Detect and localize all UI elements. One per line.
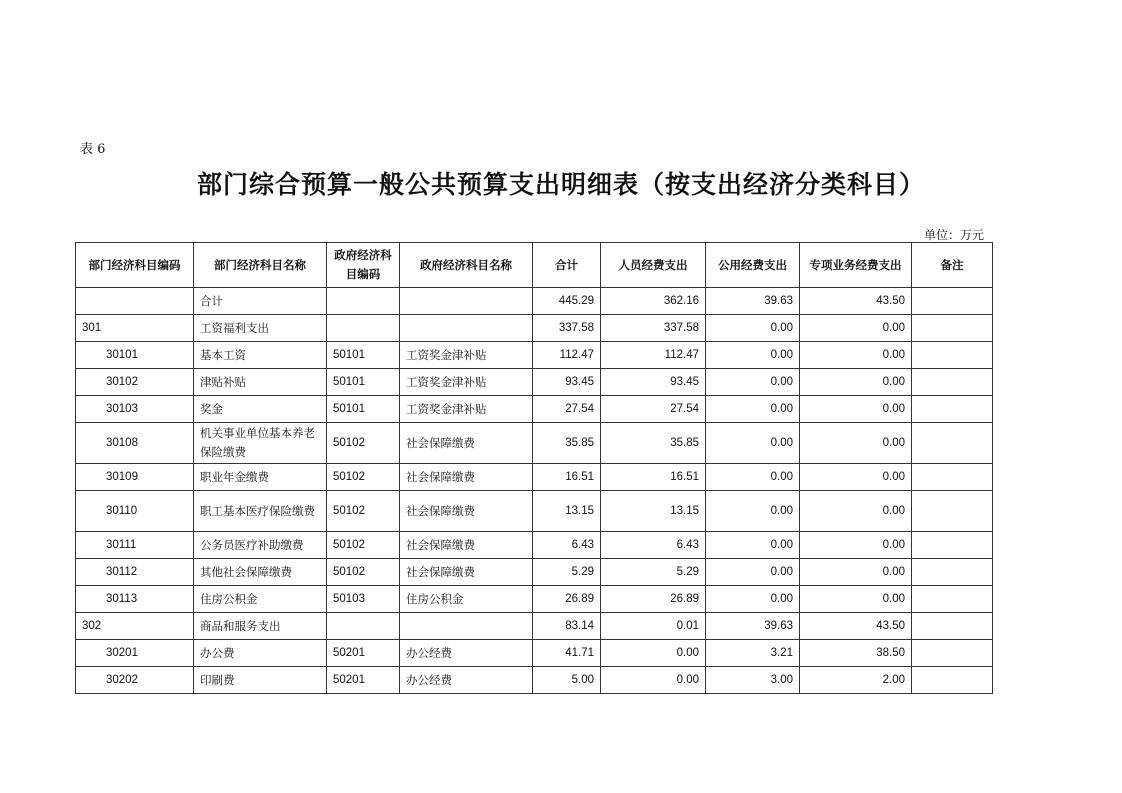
cell-total: 6.43	[533, 532, 601, 559]
cell-total: 26.89	[533, 586, 601, 613]
cell-gov-code: 50101	[327, 369, 400, 396]
cell-gov-code: 50101	[327, 342, 400, 369]
cell-personnel: 27.54	[601, 396, 706, 423]
cell-dept-name: 公务员医疗补助缴费	[194, 532, 327, 559]
cell-gov-name: 办公经费	[400, 640, 533, 667]
cell-remark	[912, 667, 993, 694]
cell-total: 112.47	[533, 342, 601, 369]
cell-gov-name	[400, 315, 533, 342]
cell-public: 0.00	[706, 315, 800, 342]
cell-public: 0.00	[706, 491, 800, 532]
cell-dept-code	[76, 288, 194, 315]
cell-public: 0.00	[706, 464, 800, 491]
cell-dept-code: 30110	[76, 491, 194, 532]
cell-remark	[912, 613, 993, 640]
cell-dept-name: 职业年金缴费	[194, 464, 327, 491]
cell-total: 35.85	[533, 423, 601, 464]
cell-special: 0.00	[800, 423, 912, 464]
cell-special: 0.00	[800, 396, 912, 423]
cell-special: 0.00	[800, 369, 912, 396]
table-row	[76, 464, 993, 491]
cell-gov-code: 50102	[327, 532, 400, 559]
cell-dept-name: 职工基本医疗保险缴费	[194, 491, 327, 532]
cell-dept-name: 其他社会保障缴费	[194, 559, 327, 586]
cell-dept-name: 住房公积金	[194, 586, 327, 613]
cell-personnel: 93.45	[601, 369, 706, 396]
table-row	[76, 288, 993, 315]
cell-dept-code: 30108	[76, 423, 194, 464]
cell-gov-name: 社会保障缴费	[400, 423, 533, 464]
table-row	[76, 532, 993, 559]
cell-gov-code: 50102	[327, 423, 400, 464]
cell-dept-code: 30202	[76, 667, 194, 694]
cell-special: 0.00	[800, 491, 912, 532]
cell-gov-code: 50101	[327, 396, 400, 423]
cell-dept-code: 30111	[76, 532, 194, 559]
cell-dept-name: 商品和服务支出	[194, 613, 327, 640]
cell-public: 3.00	[706, 667, 800, 694]
cell-dept-name: 奖金	[194, 396, 327, 423]
table-row	[76, 423, 993, 464]
cell-gov-name: 工资奖金津补贴	[400, 369, 533, 396]
cell-personnel: 26.89	[601, 586, 706, 613]
cell-gov-code	[327, 288, 400, 315]
table-body	[76, 288, 993, 694]
cell-remark	[912, 396, 993, 423]
cell-total: 5.00	[533, 667, 601, 694]
cell-dept-name: 基本工资	[194, 342, 327, 369]
cell-remark	[912, 559, 993, 586]
cell-special: 0.00	[800, 586, 912, 613]
cell-remark	[912, 640, 993, 667]
cell-total: 27.54	[533, 396, 601, 423]
table-row	[76, 667, 993, 694]
cell-special: 43.50	[800, 288, 912, 315]
cell-dept-code: 30101	[76, 342, 194, 369]
header-special: 专项业务经费支出	[800, 243, 912, 288]
header-personnel: 人员经费支出	[601, 243, 706, 288]
cell-public: 0.00	[706, 559, 800, 586]
header-dept-name: 部门经济科目名称	[194, 243, 327, 288]
cell-public: 39.63	[706, 613, 800, 640]
cell-gov-code: 50201	[327, 640, 400, 667]
cell-gov-name: 社会保障缴费	[400, 491, 533, 532]
cell-dept-name: 工资福利支出	[194, 315, 327, 342]
cell-dept-name: 办公费	[194, 640, 327, 667]
cell-public: 39.63	[706, 288, 800, 315]
header-remark: 备注	[912, 243, 993, 288]
table-row	[76, 559, 993, 586]
cell-dept-code: 301	[76, 315, 194, 342]
cell-dept-name: 津贴补贴	[194, 369, 327, 396]
cell-public: 0.00	[706, 369, 800, 396]
cell-special: 0.00	[800, 532, 912, 559]
header-gov-name: 政府经济科目名称	[400, 243, 533, 288]
cell-dept-code: 30103	[76, 396, 194, 423]
cell-special: 0.00	[800, 559, 912, 586]
cell-dept-code: 30112	[76, 559, 194, 586]
cell-dept-name: 印刷费	[194, 667, 327, 694]
table-header-row	[76, 243, 993, 288]
cell-remark	[912, 464, 993, 491]
table-row	[76, 315, 993, 342]
cell-dept-code: 302	[76, 613, 194, 640]
cell-personnel: 35.85	[601, 423, 706, 464]
cell-dept-name: 合计	[194, 288, 327, 315]
cell-special: 2.00	[800, 667, 912, 694]
cell-remark	[912, 342, 993, 369]
cell-gov-name: 社会保障缴费	[400, 559, 533, 586]
table-row	[76, 491, 993, 532]
cell-total: 41.71	[533, 640, 601, 667]
table-row	[76, 640, 993, 667]
cell-personnel: 6.43	[601, 532, 706, 559]
header-public: 公用经费支出	[706, 243, 800, 288]
cell-personnel: 362.16	[601, 288, 706, 315]
cell-public: 3.21	[706, 640, 800, 667]
cell-special: 0.00	[800, 315, 912, 342]
cell-gov-name: 社会保障缴费	[400, 532, 533, 559]
cell-total: 5.29	[533, 559, 601, 586]
cell-public: 0.00	[706, 423, 800, 464]
cell-total: 337.58	[533, 315, 601, 342]
table-row	[76, 613, 993, 640]
cell-special: 0.00	[800, 342, 912, 369]
cell-total: 445.29	[533, 288, 601, 315]
document-title: 部门综合预算一般公共预算支出明细表（按支出经济分类科目）	[196, 170, 925, 199]
cell-personnel: 0.00	[601, 640, 706, 667]
cell-gov-code: 50102	[327, 491, 400, 532]
cell-dept-code: 30113	[76, 586, 194, 613]
header-dept-code: 部门经济科目编码	[76, 243, 194, 288]
cell-personnel: 0.00	[601, 667, 706, 694]
cell-personnel: 13.15	[601, 491, 706, 532]
unit-label: 单位：万元	[923, 228, 984, 242]
cell-public: 0.00	[706, 532, 800, 559]
cell-personnel: 0.01	[601, 613, 706, 640]
cell-dept-name: 机关事业单位基本养老保险缴费	[194, 423, 327, 464]
cell-remark	[912, 532, 993, 559]
budget-table	[75, 242, 993, 694]
cell-public: 0.00	[706, 586, 800, 613]
header-total: 合计	[533, 243, 601, 288]
table-row	[76, 586, 993, 613]
cell-gov-code: 50102	[327, 464, 400, 491]
cell-special: 38.50	[800, 640, 912, 667]
cell-gov-code: 50103	[327, 586, 400, 613]
cell-remark	[912, 369, 993, 396]
cell-gov-name	[400, 613, 533, 640]
cell-total: 13.15	[533, 491, 601, 532]
cell-total: 83.14	[533, 613, 601, 640]
cell-dept-code: 30102	[76, 369, 194, 396]
cell-remark	[912, 423, 993, 464]
cell-personnel: 16.51	[601, 464, 706, 491]
cell-remark	[912, 586, 993, 613]
cell-total: 16.51	[533, 464, 601, 491]
table-row	[76, 342, 993, 369]
cell-gov-code: 50102	[327, 559, 400, 586]
cell-gov-name: 社会保障缴费	[400, 464, 533, 491]
cell-dept-code: 30109	[76, 464, 194, 491]
cell-public: 0.00	[706, 396, 800, 423]
cell-remark	[912, 315, 993, 342]
cell-gov-name: 住房公积金	[400, 586, 533, 613]
header-gov-code: 政府经济科目编码	[327, 243, 400, 288]
cell-remark	[912, 491, 993, 532]
cell-gov-code: 50201	[327, 667, 400, 694]
cell-total: 93.45	[533, 369, 601, 396]
cell-gov-name	[400, 288, 533, 315]
cell-gov-name: 办公经费	[400, 667, 533, 694]
cell-personnel: 337.58	[601, 315, 706, 342]
cell-dept-code: 30201	[76, 640, 194, 667]
cell-special: 43.50	[800, 613, 912, 640]
cell-personnel: 112.47	[601, 342, 706, 369]
cell-gov-code	[327, 613, 400, 640]
cell-gov-code	[327, 315, 400, 342]
cell-remark	[912, 288, 993, 315]
table-number: 表 6	[80, 142, 106, 157]
table-row	[76, 369, 993, 396]
cell-gov-name: 工资奖金津补贴	[400, 396, 533, 423]
cell-public: 0.00	[706, 342, 800, 369]
cell-gov-name: 工资奖金津补贴	[400, 342, 533, 369]
table-row	[76, 396, 993, 423]
cell-personnel: 5.29	[601, 559, 706, 586]
cell-special: 0.00	[800, 464, 912, 491]
